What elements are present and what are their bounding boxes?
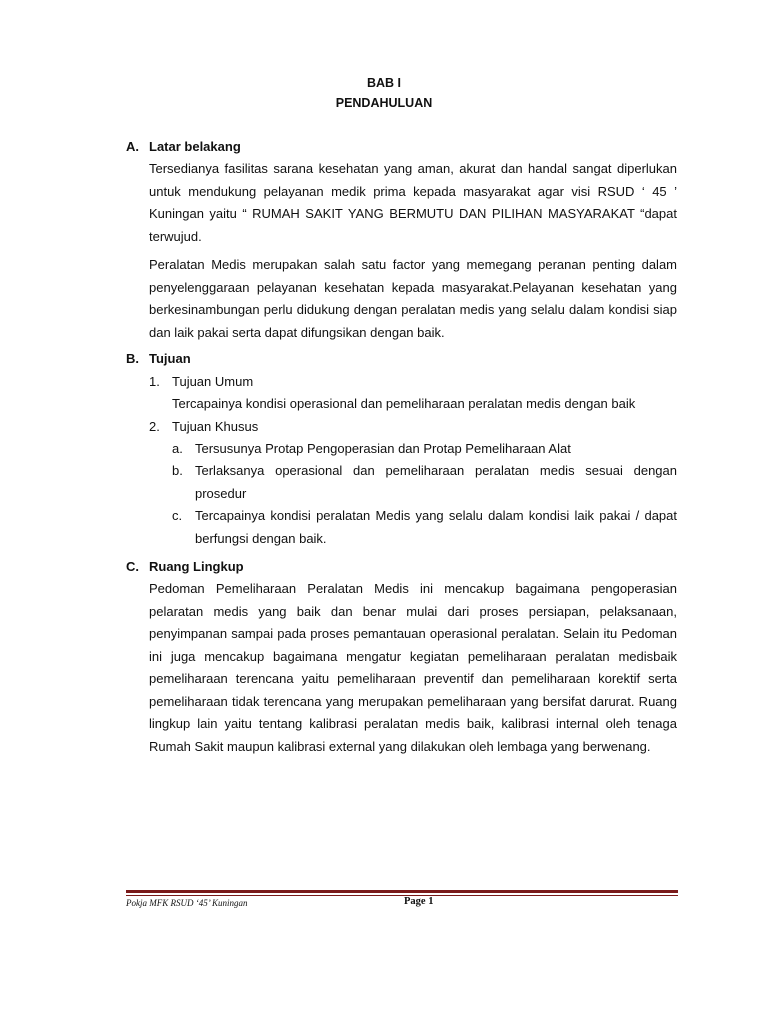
footer-rule-thin: [126, 895, 678, 896]
section-c-title: Ruang Lingkup: [149, 559, 244, 574]
section-b-title: Tujuan: [149, 351, 191, 366]
list-item-text: Tercapainya kondisi operasional dan pemeliharaan peralatan medis dengan baik: [172, 396, 636, 411]
list-item-title: Tujuan Umum: [172, 374, 254, 389]
list-number: 1.: [149, 374, 160, 389]
sublist-item: Tercapainya kondisi peralatan Medis yang selalu dalam kondisi laik pakai / dapat berfungsi dengan baik.: [195, 508, 677, 546]
sublist-item: Terlaksanya operasional dan pemeliharaan peralatan medis sesuai dengan prosedur: [195, 463, 677, 501]
page-number: Page 1: [404, 896, 434, 907]
section-c-letter: C.: [126, 559, 139, 574]
section-a-paragraph-1: Tersedianya fasilitas sarana kesehatan yang aman, akurat dan handal sangat diperlukan untuk mendukung pelayanan medik prima kepada masyarakat agar visi RSUD ‘ 45 ’ Kuningan yaitu “ RUMAH SAKIT YANG BERMUTU DAN PILIHAN MASYARAKAT “dapat terwujud.: [149, 161, 677, 244]
list-number: 2.: [149, 419, 160, 434]
sublist-letter: b.: [172, 463, 183, 478]
section-a-title: Latar belakang: [149, 139, 241, 154]
sublist-letter: c.: [172, 508, 183, 523]
section-a-paragraph-2: Peralatan Medis merupakan salah satu factor yang memegang peranan penting dalam penyelenggaraan pelayanan kesehatan kepada masyarakat.Pelayanan kesehatan yang berkesinambungan perlu didukung dengan peralatan medis yang selalu dalam kondisi siap dan laik pakai serta dapat difungsikan dengan baik.: [149, 257, 677, 340]
sublist-item: Tersusunya Protap Pengoperasian dan Protap Pemeliharaan Alat: [195, 441, 571, 456]
list-item-title: Tujuan Khusus: [172, 419, 259, 434]
chapter-title: PENDAHULUAN: [335, 96, 433, 110]
section-a-letter: A.: [126, 139, 139, 154]
footer-org-name: Pokja MFK RSUD ‘45’ Kuningan: [126, 898, 248, 908]
section-b-letter: B.: [126, 351, 139, 366]
sublist-letter: a.: [172, 441, 183, 456]
section-c-paragraph: Pedoman Pemeliharaan Peralatan Medis ini mencakup bagaimana pengoperasian pelaratan medis yang baik dan benar mulai dari proses persiapan, pelaksanaan, penyimpanan sampai pada proses pemantauan operasional peralatan. Selain itu Pedoman ini juga mencakup bagaimana mengatur kegiatan pemeliharaan peralatan medisbaik pemeliharaan terencana yaitu pemeliharaan preventif dan pemeliharaan korektif serta pemeliharaan tidak terencana yang merupakan pemeliharaan yang bersifat darurat. Ruang lingkup lain yaitu tentang kalibrasi peralatan medis baik, kalibrasi internal oleh tenaga Rumah Sakit maupun kalibrasi external yang dilakukan oleh lembaga yang berwenang.: [149, 581, 677, 754]
chapter-number: BAB I: [366, 76, 402, 90]
footer-rule: [126, 890, 678, 893]
